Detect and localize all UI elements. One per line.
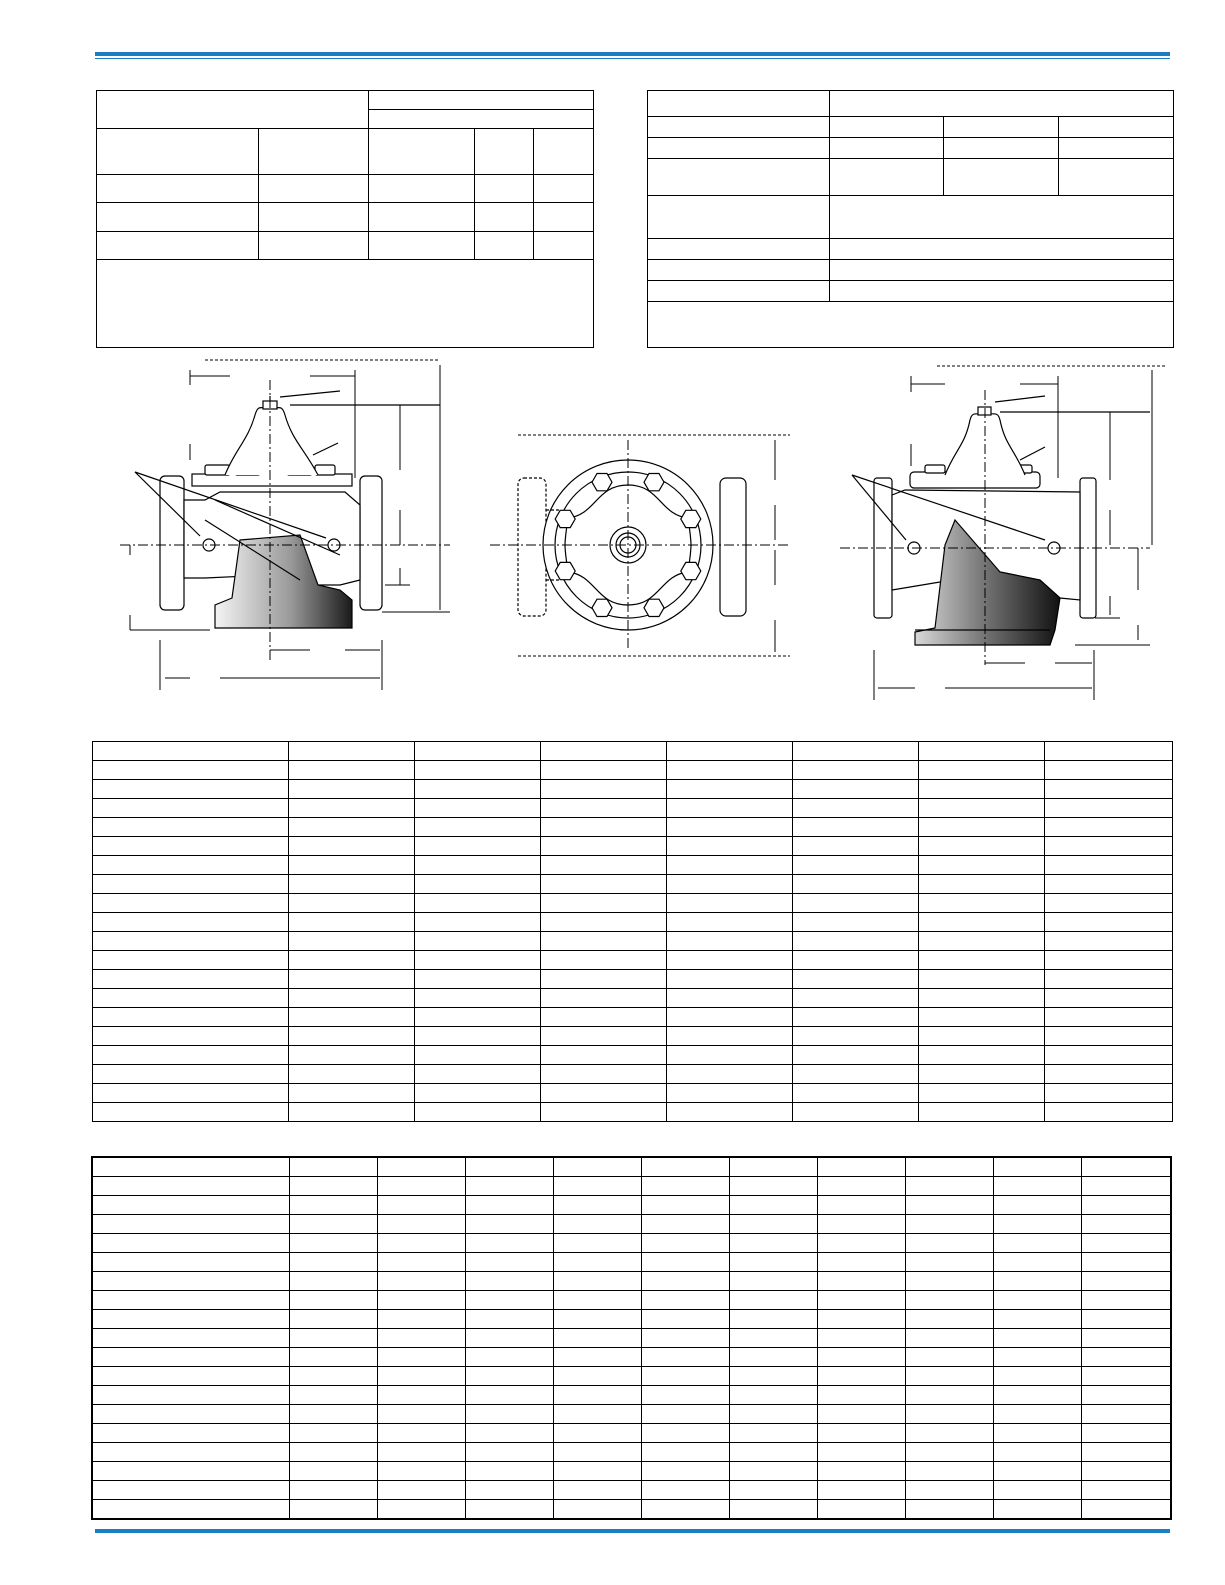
bolt-hex [555,510,575,527]
bolt-hex [555,562,575,579]
bottom-accent-rule [95,1529,1170,1533]
bolt-hex [644,599,664,616]
bolt-hex [681,562,701,579]
angle-valve-side-view [852,396,1150,645]
bolt-hex [592,474,612,491]
globe-valve-side-view [135,391,440,628]
bolt-hex [592,599,612,616]
bolt-hex [644,474,664,491]
bolt-hex [681,510,701,527]
